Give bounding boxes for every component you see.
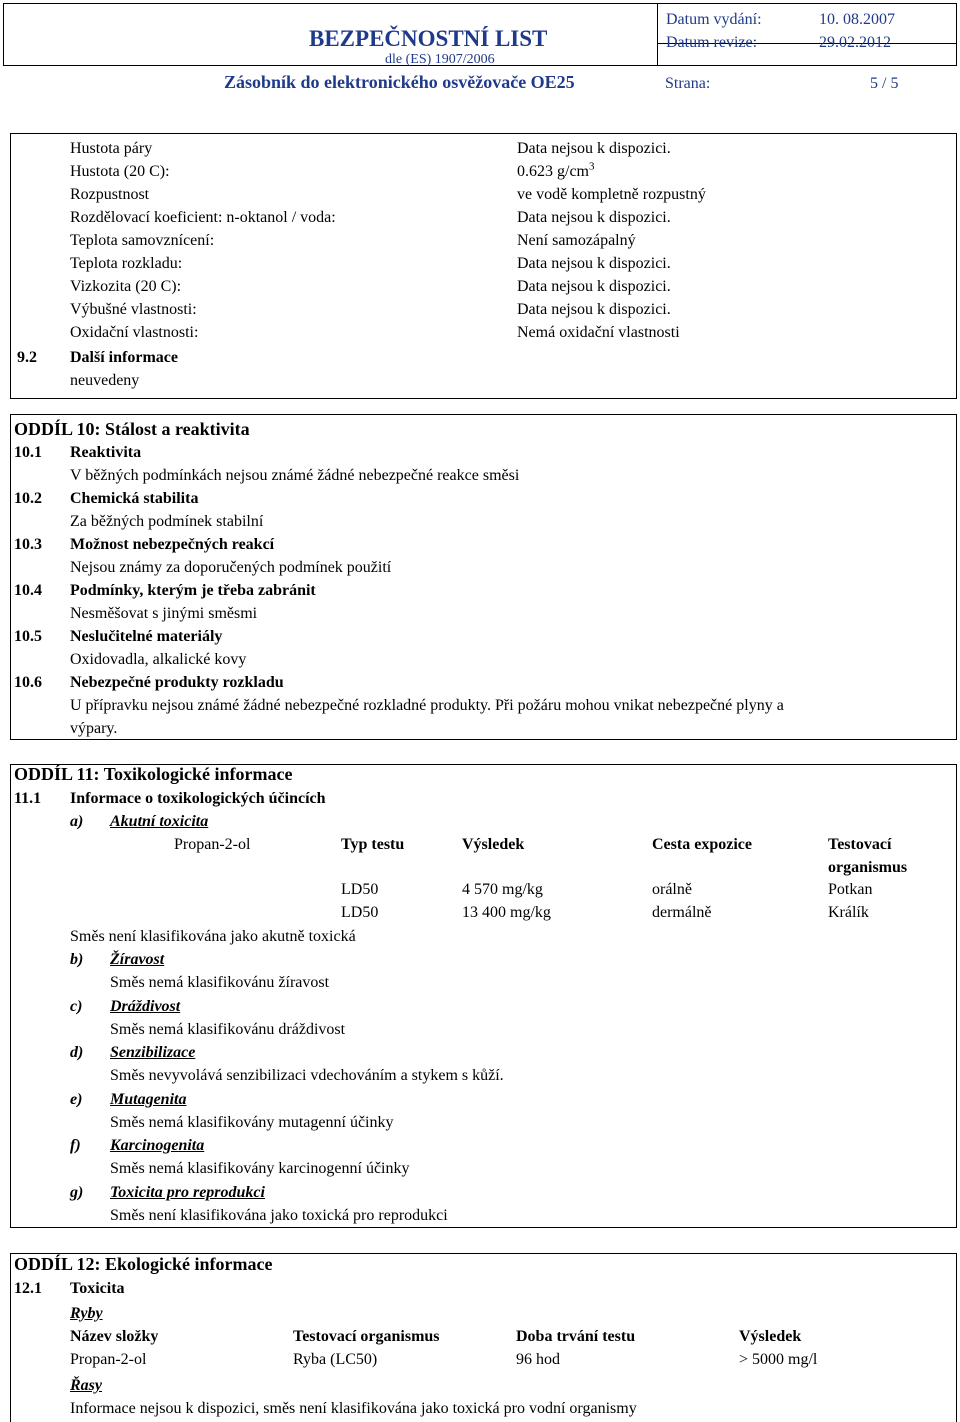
section10-item-text: Nesměšovat s jinými směsmi (70, 605, 258, 622)
property-value (517, 277, 671, 297)
toxicology-item-title: Senzibilizace (110, 1044, 196, 1061)
section10-item-title: Reaktivita (70, 444, 142, 461)
eco-header-component: Název složky (70, 1328, 159, 1345)
table-header-result: Výsledek (462, 836, 525, 853)
toxicology-item-text: Směs není klasifikována jako toxická pro reprodukci (110, 1206, 448, 1224)
property-value-text: Data nejsou k dispozici. (517, 255, 671, 272)
property-value (517, 300, 671, 320)
section10-item-title: Podmínky, kterým je třeba zabránit (70, 582, 316, 599)
fish-title: Ryby (70, 1305, 103, 1322)
product-name: Zásobník do elektronického osvěžovače OE25 (224, 72, 575, 92)
section11-1-title: Informace o toxikologických účincích (70, 790, 326, 807)
section10-item-number: 10.2 (14, 490, 42, 507)
issue-date: 10. 08.2007 (819, 11, 895, 28)
property-value (517, 254, 671, 274)
section10-item-title: Možnost nebezpečných reakcí (70, 536, 275, 553)
section10-item-number: 10.1 (14, 444, 42, 461)
header-divider (657, 4, 658, 65)
property-value-text: Data nejsou k dispozici. (517, 301, 671, 318)
property-value (517, 231, 636, 251)
algae-title: Řasy (70, 1377, 102, 1394)
eco-cell: Propan-2-ol (70, 1351, 147, 1368)
issue-date-label: Datum vydání: (666, 11, 762, 28)
table-cell: LD50 (341, 881, 379, 898)
section10-item-number: 10.3 (14, 536, 42, 553)
eco-header-result: Výsledek (739, 1328, 802, 1345)
toxicology-item-title: Žíravost (110, 951, 165, 968)
acute-toxicity-text: Směs není klasifikována jako akutně toxická (70, 928, 356, 945)
section10-item-text: Oxidovadla, alkalické kovy (70, 651, 247, 668)
item-letter: b) (70, 951, 84, 968)
section10-item-title: Nebezpečné produkty rozkladu (70, 674, 284, 691)
toxicology-item-title: Mutagenita (110, 1090, 187, 1108)
table-cell: Potkan (828, 881, 873, 898)
section10-item-text: výpary. (70, 720, 118, 737)
section10-item-text: Nejsou známy za doporučených podmínek použití (70, 559, 392, 576)
table-cell: orálně (652, 881, 692, 898)
section9-2-title: Další informace (70, 349, 178, 366)
page-label: Strana: (665, 75, 711, 92)
table-cell: dermálně (652, 904, 712, 921)
property-value-superscript: 3 (589, 160, 595, 173)
toxicology-item-title: Karcinogenita (110, 1137, 205, 1154)
section10-item-text: V běžných podmínkách nejsou známé žádné nebezpečné reakce směsi (70, 467, 520, 484)
property-value-text: Data nejsou k dispozici. (517, 209, 671, 226)
toxicology-item-text: Směs nevyvolává senzibilizaci vdechováním a stykem s kůží. (110, 1067, 504, 1084)
item-letter: g) (70, 1183, 84, 1201)
property-value-text: 0.623 g/cm (517, 163, 589, 180)
property-value-text: Není samozápalný (517, 232, 636, 249)
section9-2-text: neuvedeny (70, 372, 140, 389)
table-cell: Králík (828, 904, 869, 921)
eco-header-organism: Testovací organismus (293, 1328, 440, 1345)
table-cell: LD50 (341, 904, 379, 921)
section10-item-number: 10.5 (14, 628, 42, 645)
toxicology-item-text: Směs nemá klasifikovány karcinogenní účinky (110, 1160, 410, 1177)
property-label: Vizkozita (20 C): (70, 278, 182, 295)
eco-cell: 96 hod (516, 1351, 560, 1368)
section10-item-title: Chemická stabilita (70, 490, 199, 507)
eco-header-duration: Doba trvání testu (516, 1328, 636, 1345)
property-value (517, 162, 595, 182)
eco-cell: > 5000 mg/l (739, 1351, 818, 1368)
toxicology-item-text: Směs nemá klasifikovánu dráždivost (110, 1020, 346, 1038)
property-label: Hustota páry (70, 140, 153, 157)
document-title: BEZPEČNOSTNÍ LIST (309, 26, 548, 51)
section12-title: ODDÍL 12: Ekologické informace (14, 1254, 273, 1274)
property-value-text: Data nejsou k dispozici. (517, 140, 671, 157)
revision-date-label: Datum revize: (666, 34, 758, 51)
property-value-text: ve vodě kompletně rozpustný (517, 186, 706, 203)
property-value (517, 208, 671, 228)
property-value-text: Data nejsou k dispozici. (517, 278, 671, 295)
property-value (517, 185, 706, 205)
section10-item-number: 10.4 (14, 582, 42, 599)
toxicology-item-title: Dráždivost (110, 997, 181, 1015)
section10-item-title: Neslučitelné materiály (70, 628, 223, 645)
table-header-test-type: Typ testu (341, 836, 405, 853)
table-header-organism-2: organismus (828, 859, 908, 876)
property-label: Rozpustnost (70, 186, 150, 203)
eco-cell: Ryba (LC50) (293, 1351, 378, 1368)
table-cell: 4 570 mg/kg (462, 881, 543, 898)
table-substance: Propan-2-ol (174, 836, 251, 853)
property-label: Teplota samovznícení: (70, 232, 215, 249)
property-value (517, 323, 680, 343)
section12-1-title: Toxicita (70, 1280, 125, 1297)
regulation-text: dle (ES) 1907/2006 (385, 52, 495, 67)
item-letter: d) (70, 1044, 84, 1061)
section10-item-text: Za běžných podmínek stabilní (70, 513, 264, 530)
property-label: Oxidační vlastnosti: (70, 324, 199, 341)
section10-title: ODDÍL 10: Stálost a reaktivita (14, 419, 250, 439)
toxicology-item-title: Toxicita pro reprodukci (110, 1183, 265, 1201)
section10-item-number: 10.6 (14, 674, 42, 691)
section9-2-number: 9.2 (17, 349, 37, 366)
section11-1-number: 11.1 (14, 790, 42, 807)
section12-1-number: 12.1 (14, 1280, 42, 1297)
property-label: Rozdělovací koeficient: n-oktanol / voda: (70, 209, 336, 226)
revision-date: 29.02.2012 (819, 34, 891, 51)
section11-title: ODDÍL 11: Toxikologické informace (14, 764, 293, 784)
property-value (517, 139, 671, 159)
property-label: Teplota rozkladu: (70, 255, 183, 272)
algae-text: Informace nejsou k dispozici, směs není klasifikována jako toxická pro vodní organismy (70, 1400, 637, 1417)
property-label: Výbušné vlastnosti: (70, 301, 197, 318)
table-header-route: Cesta expozice (652, 836, 752, 853)
table-cell: 13 400 mg/kg (462, 904, 551, 921)
toxicology-item-text: Směs nemá klasifikovánu žíravost (110, 974, 330, 991)
section10-item-text: U přípravku nejsou známé žádné nebezpečné rozkladné produkty. Při požáru mohou vnikat nebezpečné plyny a (70, 697, 784, 714)
page-number: 5 / 5 (870, 75, 899, 92)
property-value-text: Nemá oxidační vlastnosti (517, 324, 680, 341)
property-label: Hustota (20 C): (70, 163, 170, 180)
item-letter: a) (70, 813, 84, 830)
toxicology-item-text: Směs nemá klasifikovány mutagenní účinky (110, 1113, 394, 1131)
item-letter: c) (70, 997, 83, 1015)
item-letter: e) (70, 1090, 83, 1108)
acute-toxicity-title: Akutní toxicita (110, 813, 209, 830)
item-letter: f) (70, 1137, 81, 1154)
table-header-organism: Testovací (828, 836, 892, 853)
